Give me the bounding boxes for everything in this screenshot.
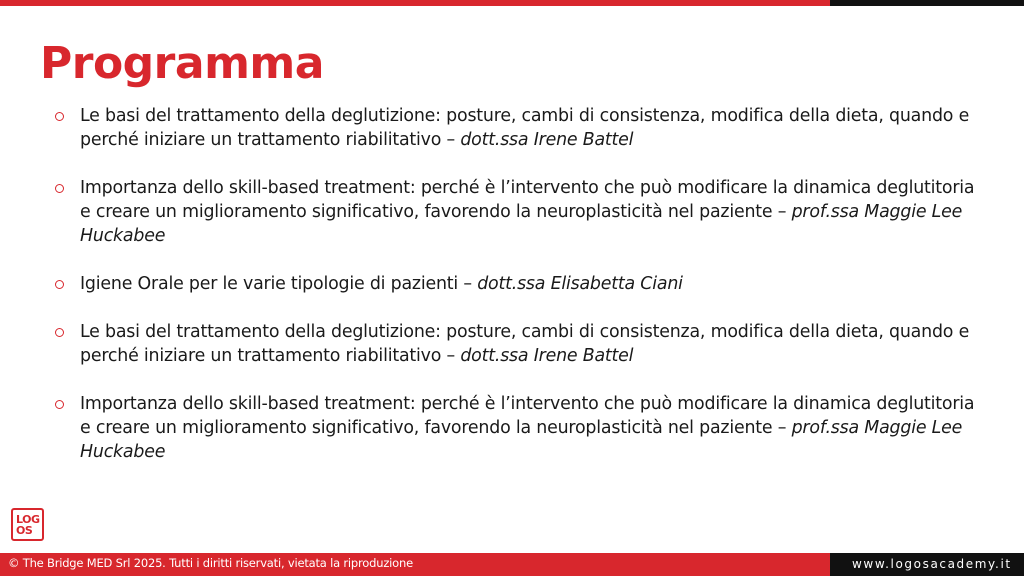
agenda-speaker: dott.ssa Irene Battel — [460, 346, 634, 366]
footer-website-link[interactable]: www.logosacademy.it — [852, 557, 1012, 571]
bullet-icon — [55, 280, 64, 289]
bullet-icon — [55, 400, 64, 409]
slide-title: Programma — [40, 38, 324, 89]
agenda-item — [55, 392, 975, 464]
agenda-item-text — [80, 272, 975, 296]
agenda-item-text — [80, 104, 975, 152]
agenda-speaker: dott.ssa Irene Battel — [460, 130, 634, 150]
logo-text-line2: OS — [16, 524, 33, 537]
agenda-item — [55, 272, 975, 296]
agenda-speaker: prof.ssa Maggie Lee Huckabee — [80, 418, 963, 462]
agenda-speaker: dott.ssa Elisabetta Ciani — [477, 274, 683, 294]
agenda-item-text — [80, 176, 975, 248]
agenda-topic: Le basi del trattamento della deglutizione: posture, cambi di consistenza, modifica della dieta, quando e perché iniziare un trattamento riabilitativo – — [80, 106, 970, 150]
logo-text-line1: LOG — [16, 513, 40, 526]
agenda-item — [55, 320, 975, 368]
footer-copyright: © The Bridge MED Srl 2025. Tutti i diritti riservati, vietata la riproduzione — [8, 556, 413, 570]
agenda-item — [55, 176, 975, 248]
agenda-topic: Igiene Orale per le varie tipologie di pazienti – — [80, 274, 478, 294]
agenda-topic: Le basi del trattamento della deglutizione: posture, cambi di consistenza, modifica della dieta, quando e perché iniziare un trattamento riabilitativo – — [80, 322, 970, 366]
agenda-topic: Importanza dello skill-based treatment: perché è l’intervento che può modificare la dinamica deglutitoria e creare un miglioramento significativo, favorendo la neuroplasticità nel paziente – — [80, 178, 975, 222]
agenda-topic: Importanza dello skill-based treatment: perché è l’intervento che può modificare la dinamica deglutitoria e creare un miglioramento significativo, favorendo la neuroplasticità nel paziente – — [80, 394, 975, 438]
top-accent-bar-dark — [830, 0, 1024, 6]
top-accent-bar — [0, 0, 830, 6]
logos-logo — [11, 508, 44, 541]
bullet-icon — [55, 184, 64, 193]
bullet-icon — [55, 112, 64, 121]
agenda-item-text — [80, 320, 975, 368]
agenda-speaker: prof.ssa Maggie Lee Huckabee — [80, 202, 963, 246]
bullet-icon — [55, 328, 64, 337]
agenda-item-text — [80, 392, 975, 464]
agenda-item — [55, 104, 975, 152]
